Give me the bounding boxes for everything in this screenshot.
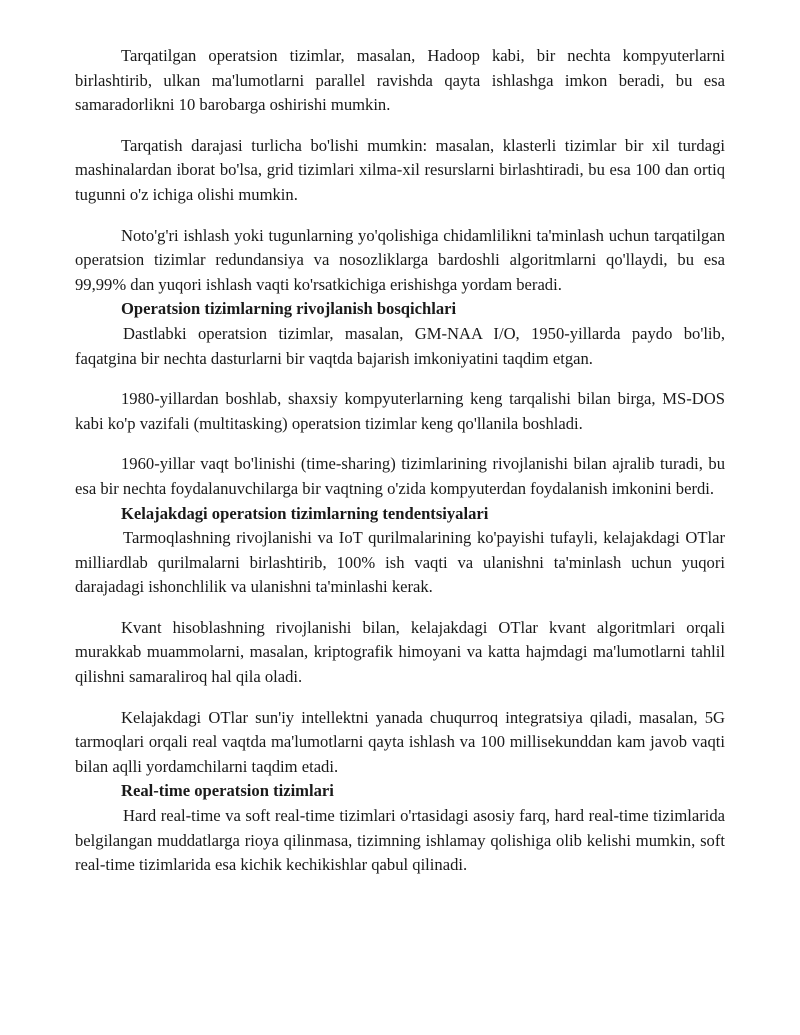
paragraph-quantum-computing: Kvant hisoblashning rivojlanishi bilan, kelajakdagi OTlar kvant algoritmlari orqali murakkab muammolarni, masalan, kriptografik himoyani va katta hajmdagi ma'lumotlarni tahlil qilishni samaraliroq hal qila oladi. <box>75 617 725 687</box>
paragraph-hard-vs-soft-real-time: Hard real-time va soft real-time tizimlari o'rtasidagi asosiy farq, hard real-time tizimlarida belgilangan muddatlarga rioya qilinmasa, tizimning ishlamay qolishiga olib kelishi mumkin, soft real-time tizimlarida esa kichik kechikishlar qabul qilinadi. <box>75 806 725 875</box>
paragraph-1980s-personal-computers: 1980-yillardan boshlab, shaxsiy kompyuterlarning keng tarqalishi bilan birga, MS-DOS kabi ko'p vazifali (multitasking) operatsion tizimlar keng qo'llanila boshladi. <box>75 389 725 433</box>
paragraph-distributed-systems-hadoop: Tarqatilgan operatsion tizimlar, masalan, Hadoop kabi, bir nechta kompyuterlarni birlashtirib, ulkan ma'lumotlarni parallel ravishda qayta ishlashga imkon beradi, bu esa samaradorlikni 10 barobarga oshirishi mumkin. <box>75 46 725 115</box>
paragraph-artificial-intelligence: Kelajakdagi OTlar sun'iy intellektni yanada chuqurroq integratsiya qiladi, masalan, 5G tarmoqlari orqali real vaqtda ma'lumotlarni qayta ishlash va 100 millisekunddan kam javob vaqti bilan aqlli yordamchilarni taqdim etadi. <box>75 707 725 776</box>
heading-os-development-stages: Operatsion tizimlarning rivojlanish bosqichlari <box>121 299 457 319</box>
paragraph-early-os: Dastlabki operatsion tizimlar, masalan, GM-NAA I/O, 1950-yillarda paydo bo'lib, faqatgina bir nechta dasturlarni bir vaqtda bajarish imkoniyatini taqdim etgan. <box>75 323 725 368</box>
heading-future-os-trends: Kelajakdagi operatsion tizimlarning tendentsiyalari <box>121 503 489 523</box>
heading-real-time-os: Real-time operatsion tizimlari <box>121 781 334 801</box>
paragraph-1960s-time-sharing: 1960-yillar vaqt bo'linishi (time-sharing) tizimlarining rivojlanishi bilan ajralib turadi, bu esa bir nechta foydalanuvchilarga bir vaqtning o'zida kompyuterdan foydalanish imkonini berdi. <box>75 454 725 498</box>
paragraph-fault-tolerance: Noto'g'ri ishlash yoki tugunlarning yo'qolishiga chidamlilikni ta'minlash uchun tarqatilgan operatsion tizimlar redundansiya va nosozliklarga bardoshli algoritmlarni qo'llaydi, bu esa 99,99% dan yuqori ishlash vaqti ko'rsatkichiga erishishga yordam beradi. <box>75 225 725 294</box>
paragraph-distribution-levels: Tarqatish darajasi turlicha bo'lishi mumkin: masalan, klasterli tizimlar bir xil turdagi mashinalardan iborat bo'lsa, grid tizimlari xilma-xil resurslarni birlashtiradi, bu esa 100 dan ortiq tugunni o'z ichiga olishi mumkin. <box>75 135 725 204</box>
document-body <box>75 44 725 878</box>
paragraph-networking-iot: Tarmoqlashning rivojlanishi va IoT qurilmalarining ko'payishi tufayli, kelajakdagi OTlar milliardlab qurilmalarni birlashtirib, 100% ish vaqti va ulanishni ta'minlash uchun yuqori darajadagi ishonchlilik va ulanishni ta'minlashi kerak. <box>75 528 725 597</box>
